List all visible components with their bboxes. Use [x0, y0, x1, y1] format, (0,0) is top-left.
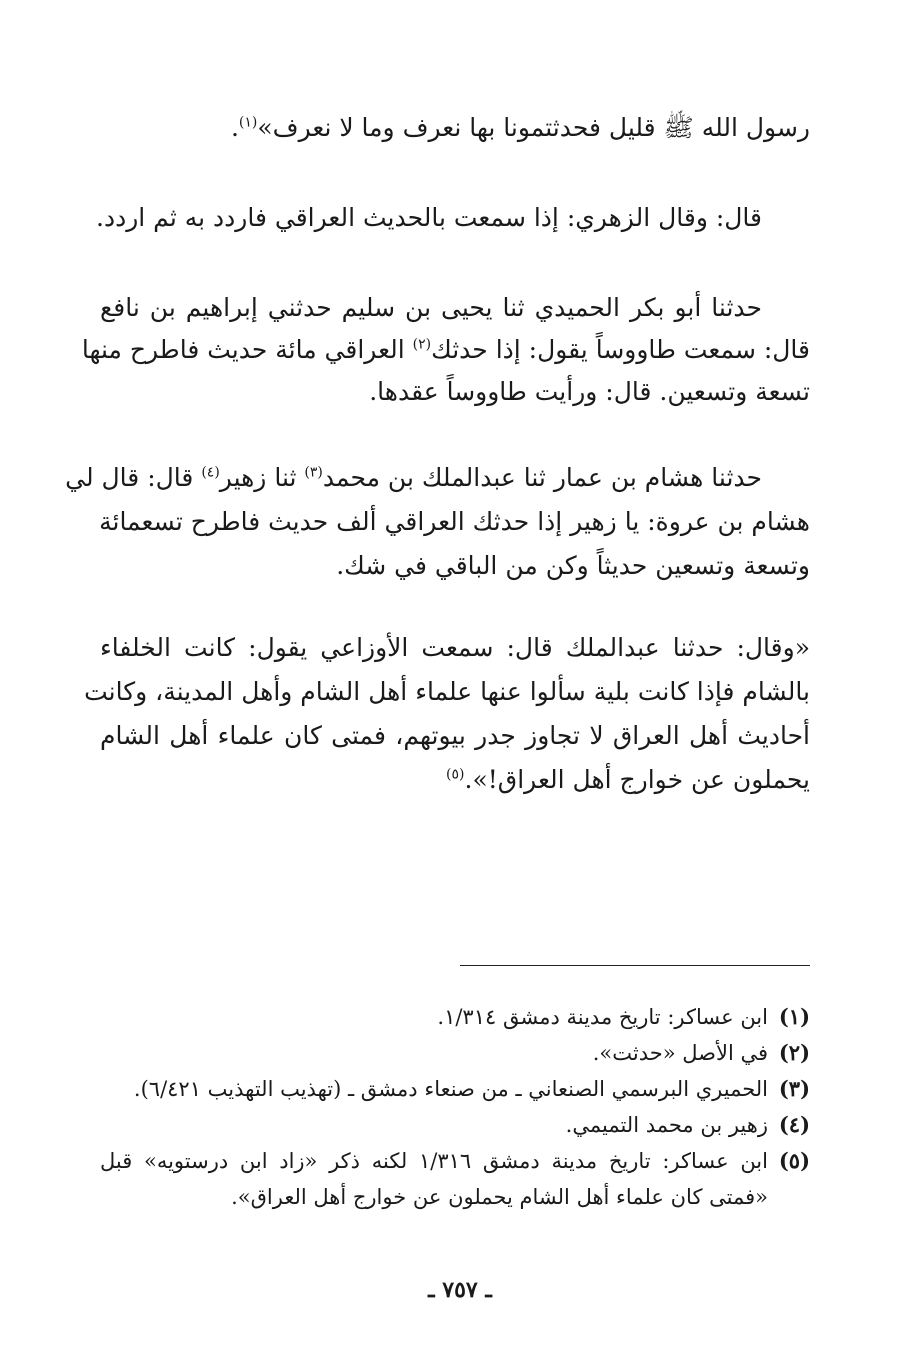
- footnote-ref-1: (١): [238, 114, 258, 131]
- text-span: هشام بن عروة: يا زهير إذا حدثك العراقي ألف حديث فاطرح تسعمائة: [99, 507, 810, 536]
- paragraph-4-line-1: [65, 458, 810, 498]
- paragraph-1-line-1: [100, 108, 810, 148]
- text-span: قال: وقال الزهري: إذا سمعت بالحديث العراقي فاردد به ثم اردد.: [96, 203, 762, 232]
- footnote-5: [100, 1144, 810, 1178]
- footnote-number: (١): [778, 1004, 810, 1029]
- footnote-text: «فمتى كان علماء أهل الشام يحملون عن خوارج أهل العراق».: [231, 1185, 768, 1209]
- paragraph-5-line-2: [84, 672, 810, 712]
- footnote-2: [100, 1036, 810, 1070]
- text-span: حدثنا هشام بن عمار ثنا عبدالملك بن محمد: [322, 463, 762, 492]
- footnote-ref-5: (٥): [446, 766, 465, 783]
- text-span: بالشام فإذا كانت بلية سألوا عنها علماء أهل الشام وأهل المدينة، وكانت: [84, 677, 810, 706]
- text-span: حدثنا أبو بكر الحميدي ثنا يحيى بن سليم حدثني إبراهيم بن نافع: [100, 293, 762, 322]
- paragraph-5-line-1: [100, 628, 810, 668]
- paragraph-3-line-3: [100, 372, 810, 412]
- text-span: قال: قال لي: [65, 463, 194, 492]
- text-span: رسول الله ﷺ قليل فحدثتمونا بها نعرف وما لا نعرف»: [257, 113, 810, 142]
- page-body: [65, 0, 810, 1365]
- footnote-ref-4: (٤): [201, 464, 220, 481]
- page-number: ـ ٧٥٧ ـ: [428, 1277, 492, 1303]
- text-span: قال: سمعت طاووساً يقول: إذا حدثك: [431, 335, 810, 364]
- text-span: يحملون عن خوارج أهل العراق!».: [464, 765, 810, 794]
- paragraph-5-line-4: [100, 760, 810, 800]
- footnote-text: ابن عساكر: تاريخ مدينة دمشق ١/٣١٦ لكنه ذكر «زاد ابن درستويه» قبل: [100, 1149, 768, 1173]
- paragraph-4-line-3: [100, 546, 810, 586]
- footnote-3: [100, 1072, 810, 1106]
- footnote-ref-2: (٢): [412, 336, 432, 353]
- footnote-text: ابن عساكر: تاريخ مدينة دمشق ١/٣١٤.: [437, 1005, 768, 1029]
- footnote-number: (٣): [778, 1076, 810, 1101]
- text-span: أحاديث أهل العراق لا تجاوز جدر بيوتهم، فمتى كان علماء أهل الشام: [100, 721, 810, 750]
- text-span: العراقي مائة حديث فاطرح منها: [81, 335, 405, 364]
- paragraph-5-line-3: [100, 716, 810, 756]
- footnote-ref-3: (٣): [304, 464, 323, 481]
- paragraph-2-line-1: [96, 198, 810, 238]
- paragraph-3-line-2: [81, 330, 810, 370]
- footnote-4: [100, 1108, 810, 1142]
- footnote-number: (٤): [778, 1112, 810, 1137]
- paragraph-4-line-2: [100, 502, 810, 542]
- paragraph-3-line-1: [100, 288, 810, 328]
- footnote-5-continuation: [100, 1180, 810, 1214]
- footnote-number: (٥): [778, 1148, 810, 1173]
- footnote-divider: [460, 965, 810, 966]
- footnote-text: الحميري البرسمي الصنعاني ـ من صنعاء دمشق ـ (تهذيب التهذيب ٦/٤٢١).: [133, 1077, 768, 1101]
- footnote-text: في الأصل «حدثت».: [592, 1041, 768, 1065]
- text-span: .: [230, 113, 239, 142]
- text-span: ثنا زهير: [219, 463, 297, 492]
- text-span: «وقال: حدثنا عبدالملك قال: سمعت الأوزاعي يقول: كانت الخلفاء: [100, 633, 810, 662]
- footnote-number: (٢): [778, 1040, 810, 1065]
- text-span: وتسعة وتسعين حديثاً وكن من الباقي في شك.: [336, 551, 810, 580]
- text-span: تسعة وتسعين. قال: ورأيت طاووساً عقدها.: [369, 377, 810, 406]
- footnote-text: زهير بن محمد التميمي.: [565, 1113, 768, 1137]
- footnote-1: [100, 1000, 810, 1034]
